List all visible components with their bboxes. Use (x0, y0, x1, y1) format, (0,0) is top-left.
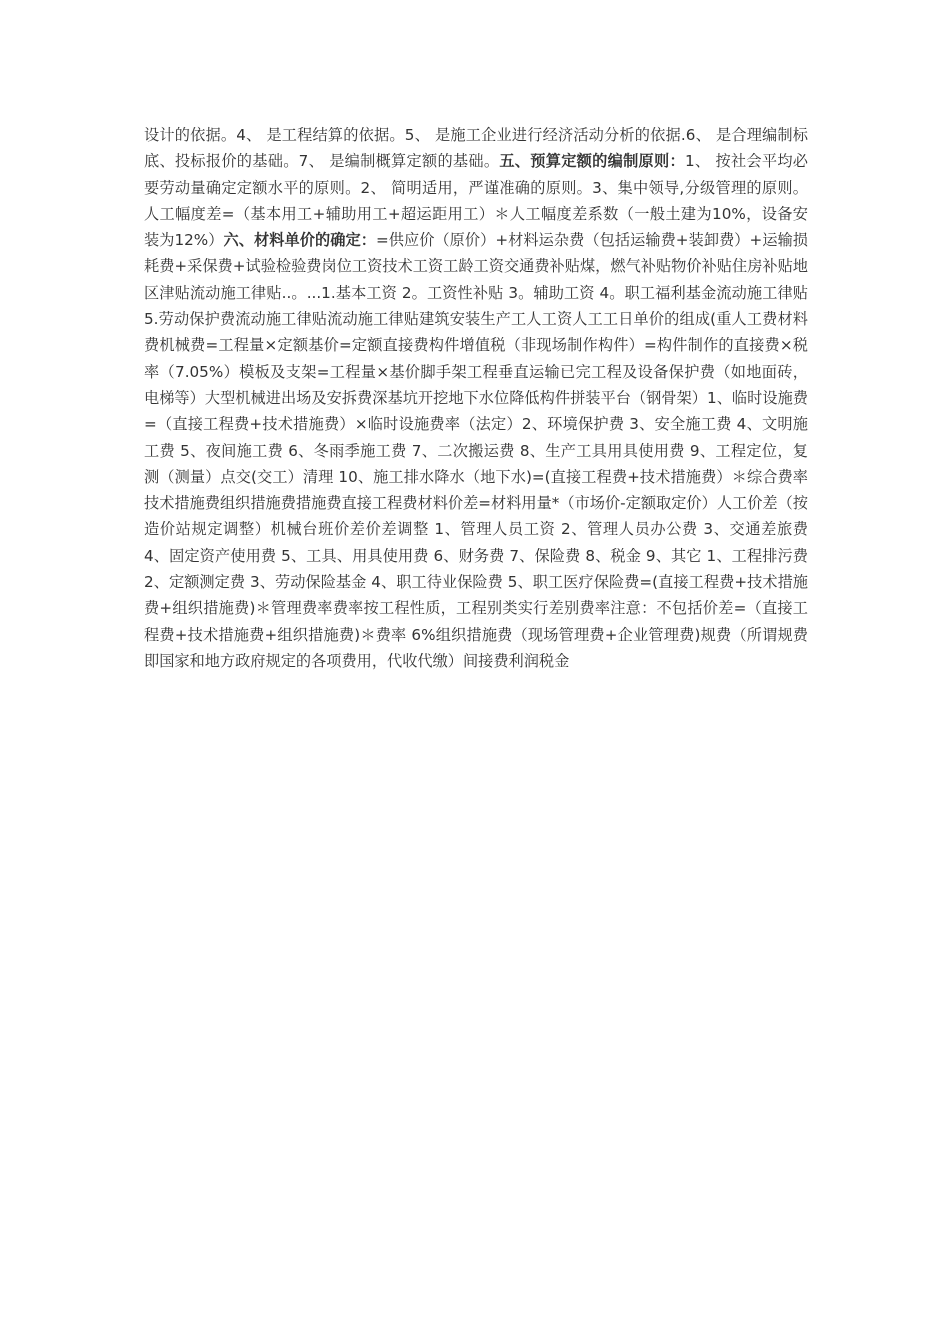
text-segment-1: 设计的依据。4、 是工程结算的依据。5、 是施工企业进行经济活动分析的依据.6、 是合理编制标底、投标报价的基础。7、 是编制概算定额的基础。 (144, 126, 808, 171)
text-segment-2: 1、 按社会平均必要劳动量确定定额水平的原则。2、 简明适用，严谨准确的原则。3、集中领导,分级管理的原则。人工幅度差=（基本用工+辅助用工+超运距用工）＊人工幅度差系数（一般土建为10%，设备安装为12%） (144, 152, 808, 250)
body-paragraph (144, 122, 808, 674)
section-heading-5: 五、预算定额的编制原则： (499, 152, 685, 171)
section-heading-6: 六、材料单价的确定： (223, 231, 376, 250)
text-segment-3: =供应价（原价）+材料运杂费（包括运输费+装卸费）+运输损耗费+采保费+试验检验费岗位工资技术工资工龄工资交通费补贴煤，燃气补贴物价补贴住房补贴地区津贴流动施工律贴..。...1.基本工资 2。工资性补贴 3。辅助工资 4。职工福利基金流动施工律贴 5.劳动保护费流动施工律贴流动施工律贴建筑安装生产工人工资人工工日单价的组成(重人工费材料费机械费=工程量×定额基价=定额直接费构件增值税（非现场制作构件）=构件制作的直接费×税率（7.05%）模板及支架=工程量×基价脚手架工程垂直运输已完工程及设备保护费（如地面砖，电梯等）大型机械进出场及安拆费深基坑开挖地下水位降低构件拼装平台（钢骨架）1、临时设施费=（直接工程费+技术措施费）×临时设施费率（法定）2、环境保护费 3、安全施工费 4、文明施工费 5、夜间施工费 6、冬雨季施工费 7、二次搬运费 8、生产工具用具使用费 9、工程定位，复测（测量）点交(交工）清理 10、施工排水降水（地下水)=(直接工程费+技术措施费）＊综合费率技术措施费组织措施费措施费直接工程费材料价差=材料用量*（市场价-定额取定价）人工价差（按造价站规定调整）机械台班价差价差调整 1、管理人员工资 2、管理人员办公费 3、交通差旅费 4、固定资产使用费 5、工具、用具使用费 6、财务费 7、保险费 8、税金 9、其它 1、工程排污费 2、定额测定费 3、劳动保险基金 4、职工待业保险费 5、职工医疗保险费=(直接工程费+技术措施费+组织措施费)＊管理费率费率按工程性质，工程别类实行差别费率注意：不包括价差=（直接工程费+技术措施费+组织措施费)＊费率 6%组织措施费（现场管理费+企业管理费)规费（所谓规费即国家和地方政府规定的各项费用，代收代缴）间接费利润税金 (144, 231, 808, 670)
